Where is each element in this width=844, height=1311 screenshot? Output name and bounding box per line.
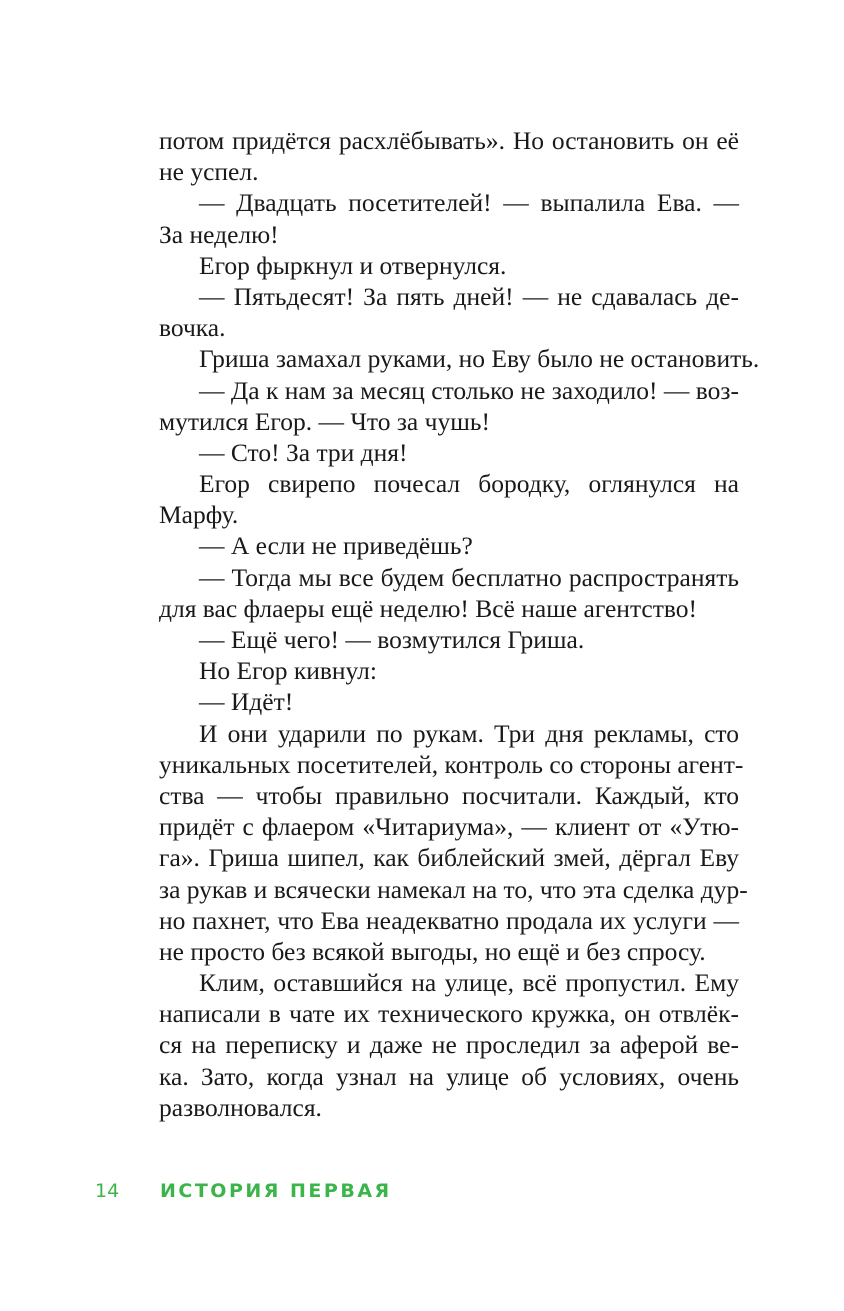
- text-line: для вас флаеры ещё неделю! Всё наше агентство!: [159, 593, 697, 623]
- text-line: — Сто! За три дня!: [199, 437, 408, 467]
- running-head: ИСТОРИЯ ПЕРВАЯ: [160, 1180, 392, 1202]
- text-line: ка. Зато, когда узнал на улице об условиях, очень: [159, 1061, 739, 1091]
- text-line: Марфу.: [159, 500, 239, 530]
- text-line: за рукав и всячески намекал на то, что эта сделка дур-: [159, 874, 748, 904]
- text-line: придёт с флаером «Читариума», — клиент от «Утю-: [159, 812, 739, 842]
- text-line: Клим, оставшийся на улице, всё пропустил. Ему: [199, 968, 739, 998]
- text-line: мутился Егор. — Что за чушь!: [159, 406, 490, 436]
- text-line: — А если не приведёшь?: [199, 531, 473, 561]
- text-line: — Да к нам за месяц столько не заходило! — воз-: [199, 375, 739, 405]
- text-line: Но Егор кивнул:: [199, 656, 377, 686]
- text-line: Егор свирепо почесал бородку, оглянулся на: [199, 469, 739, 499]
- text-line: уникальных посетителей, контроль со стороны агент-: [159, 749, 744, 779]
- text-line: ся на переписку и даже не проследил за аферой ве-: [159, 1030, 739, 1060]
- text-line: ства — чтобы правильно посчитали. Каждый, кто: [159, 780, 739, 810]
- text-line: га». Гриша шипел, как библейский змей, дёргал Еву: [159, 843, 739, 873]
- text-line: — Ещё чего! — возмутился Гриша.: [199, 625, 585, 654]
- text-line: но пахнет, что Ева неадекватно продала их услуги —: [159, 905, 739, 935]
- text-line: разволновался.: [159, 1092, 322, 1122]
- text-line: написали в чате их технического кружка, он отвлёк-: [159, 999, 739, 1029]
- page-body-text: [159, 125, 760, 1123]
- text-line: потом придётся расхлёбывать». Но остановить он её: [159, 126, 739, 155]
- text-line: Егор фыркнул и отвернулся.: [199, 250, 507, 280]
- text-line: — Идёт!: [199, 687, 294, 717]
- text-line: За неделю!: [159, 219, 279, 249]
- text-line: — Тогда мы все будем бесплатно распространять: [199, 562, 739, 592]
- text-line: — Пятьдесят! За пять дней! — не сдавалась де-: [199, 281, 739, 311]
- page-footer: [95, 1180, 392, 1202]
- text-line: И они ударили по рукам. Три дня рекламы, сто: [199, 718, 739, 748]
- text-line: — Двадцать посетителей! — выпалила Ева. —: [199, 188, 739, 218]
- text-line: не успел.: [159, 157, 259, 187]
- text-line: вочка.: [159, 313, 226, 343]
- page-number: 14: [95, 1180, 120, 1202]
- text-line: не просто без всякой выгоды, но ещё и без спросу.: [159, 936, 706, 966]
- text-line: Гриша замахал руками, но Еву было не остановить.: [199, 344, 760, 374]
